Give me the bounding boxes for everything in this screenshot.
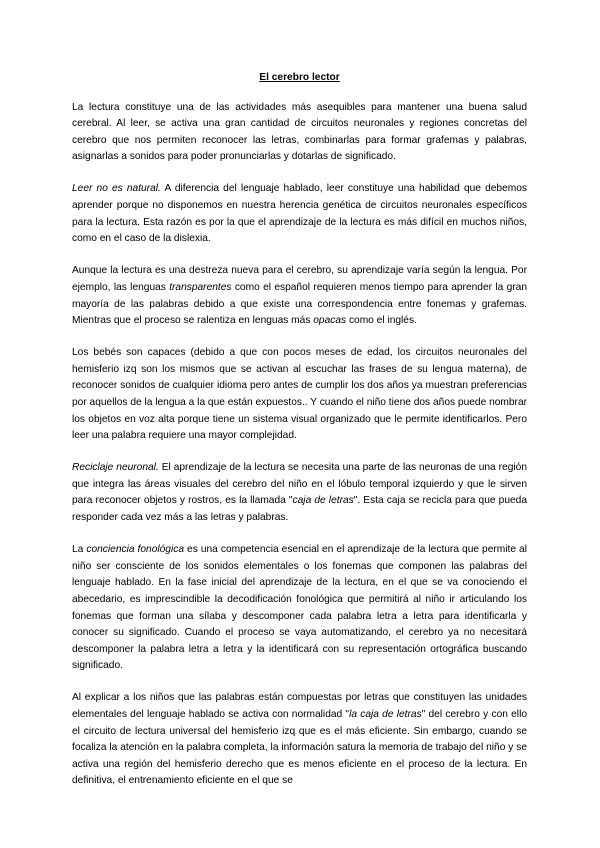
paragraph	[72, 460, 527, 526]
paragraph	[72, 345, 527, 445]
document-page	[72, 70, 527, 790]
text-run: El aprendizaje de la lectura se necesita una parte de las neuronas de una región que integra las áreas visuales del cerebro del niño en el lóbulo temporal izquierdo y que le sirven para reconocer objetos y rostros, es la llamada "	[72, 462, 527, 507]
text-run: Al explicar a los niños que las palabras están compuestas por letras que constituyen las unidades elementales del lenguaje hablado se activa con normalidad "	[72, 692, 527, 720]
italic-text: la caja de letras	[349, 709, 422, 720]
paragraph	[72, 690, 527, 790]
paragraph	[72, 181, 527, 247]
text-run: La	[72, 544, 87, 556]
text-run: " del cerebro y con ello el circuito de lectura universal del hemisferio izq que es el más eficiente. Sin embargo, cuando se focaliza la atención en la palabra completa, la información satura la memoria de trabajo del niño y se activa una región del hemisferio derecho que es menos eficiente en el proceso de la lectura. En definitiva, el entrenamiento eficiente en el que se	[72, 709, 527, 787]
text-run: como el inglés.	[346, 315, 417, 327]
text-run: es una competencia esencial en el aprendizaje de la lectura que permite al niño ser consciente de los sonidos elementales o los fonemas que componen las palabras del lenguaje hablado. En la fase inicial del aprendizaje de la lectura, en el que se va conociendo el abecedario, es imprescindible la decodificación fonológica que permitirá al niño ir articulando los fonemas que forman una sílaba y descomponer cada palabra letra a letra para identificarla y conocer su significado. Cuando el proceso se vaya automatizando, el cerebro ya no necesitará descomponer la palabra letra a letra y la identificará con su representación ortográfica buscando significado.	[72, 544, 527, 672]
paragraph	[72, 542, 527, 675]
text-run: Aunque la lectura es una destreza nueva para el cerebro, su aprendizaje varía según la lengua. Por ejemplo, las lenguas	[72, 265, 527, 293]
text-run: A diferencia del lenguaje hablado, leer constituye una habilidad que debemos aprender porque no disponemos en nuestra herencia genética de circuitos neuronales específicos para la lectura. Esta razón es por la que el aprendizaje de la lectura es más difícil en muchos niños, como en el caso de la dislexia.	[72, 183, 528, 245]
italic-text: Reciclaje neuronal.	[72, 462, 159, 474]
text-run: ". Esta caja se recicla para que pueda responder cada vez más a las letras y palabras.	[72, 495, 527, 524]
italic-text: transparentes	[169, 281, 232, 293]
paragraph	[72, 100, 527, 166]
italic-text: caja de letras	[292, 495, 354, 507]
page-title: El cerebro lector	[259, 72, 340, 83]
italic-text: Leer no es natural.	[72, 183, 161, 195]
text-run: Los bebés son capaces (debido a que con pocos meses de edad, los circuitos neuronales del hemisferio izq son los mismos que se activan al escuchar las frases de su lengua materna), de reconocer sonidos de cualquier idioma pero antes de cumplir los dos años ya muestran preferencias por aquellos de la lengua a la que están expuestos.. Y cuando el niño tiene dos años puede nombrar los objetos en voz alta porque tiene un sistema visual organizado que le permite identificarlos. Pero leer una palabra requiere una mayor complejidad.	[72, 347, 527, 442]
italic-text: conciencia fonológica	[86, 544, 184, 556]
text-run: como el español requieren menos tiempo para aprender la gran mayoría de las palabras debido a que existe una correspondencia entre fonemas y grafemas. Mientras que el proceso se ralentiza en lenguas más	[72, 281, 527, 327]
document-body	[72, 100, 527, 790]
paragraph	[72, 263, 527, 329]
text-run: La lectura constituye una de las actividades más asequibles para mantener una buena salud cerebral. Al leer, se activa una gran cantidad de circuitos neuronales y regiones concretas del cerebro que nos permiten reconocer las letras, combinarlas para formar grafemas y palabras, asignarlas a sonidos para poder pronunciarlas y dotarlas de significado.	[72, 101, 527, 163]
italic-text: opacas	[313, 315, 347, 327]
